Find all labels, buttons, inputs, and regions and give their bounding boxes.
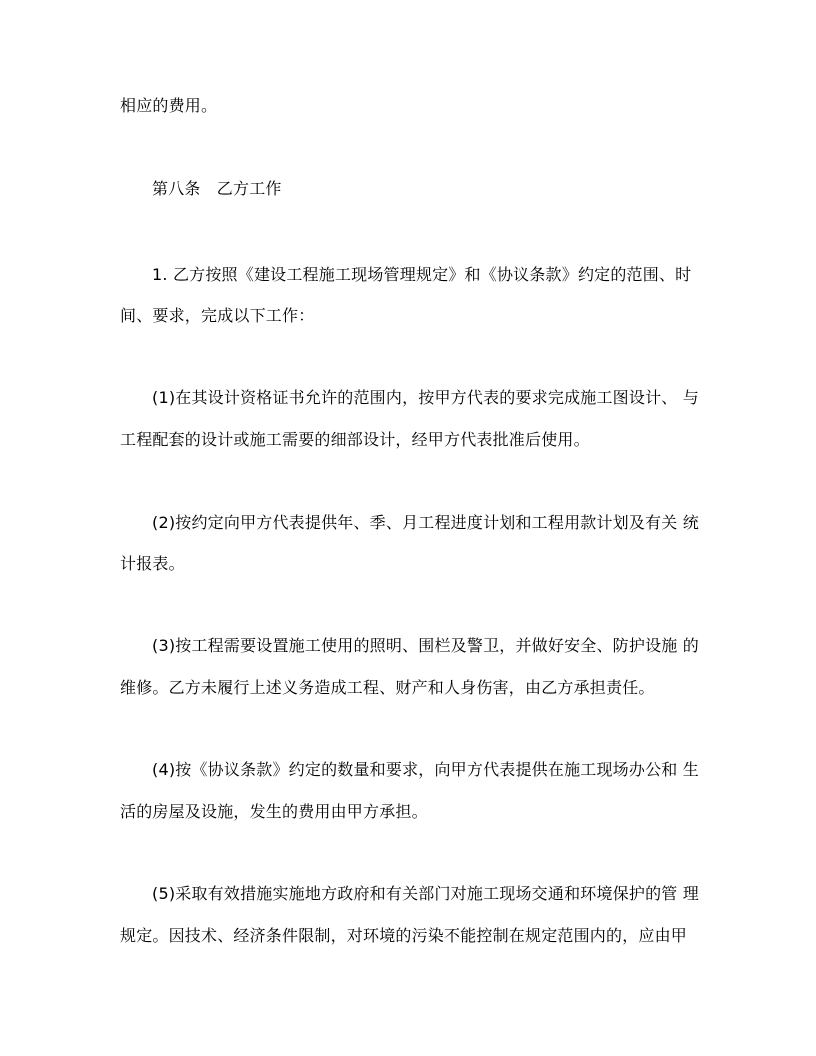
text-line: 1. 乙方按照《建设工程施工现场管理规定》和《协议条款》约定的范围、时	[152, 265, 692, 284]
text-line: 维修。乙方未履行上述义务造成工程、财产和人身伤害，由乙方承担责任。	[120, 678, 655, 697]
text-line: 相应的费用。	[120, 96, 218, 115]
text-line: 间、要求，完成以下工作：	[120, 306, 315, 325]
text-line: 规定。因技术、经济条件限制，对环境的污染不能控制在规定范围内的，应由甲	[120, 926, 688, 945]
text-line: (1)在其设计资格证书允许的范围内，按甲方代表的要求完成施工图设计、 与	[152, 388, 699, 407]
text-line: 工程配套的设计或施工需要的细部设计，经甲方代表批准后使用。	[120, 430, 590, 449]
text-line: (5)采取有效措施实施地方政府和有关部门对施工现场交通和环境保护的管 理	[152, 884, 699, 903]
text-line: (3)按工程需要设置施工使用的照明、围栏及警卫，并做好安全、防护设施 的	[152, 636, 699, 655]
text-line: 计报表。	[120, 554, 185, 573]
text-line: 活的房屋及设施，发生的费用由甲方承担。	[120, 802, 428, 821]
text-line: (2)按约定向甲方代表提供年、季、月工程进度计划和工程用款计划及有关 统	[152, 513, 699, 532]
text-line: (4)按《协议条款》约定的数量和要求，向甲方代表提供在施工现场办公和 生	[152, 760, 699, 779]
section-heading: 第八条 乙方工作	[152, 179, 282, 198]
